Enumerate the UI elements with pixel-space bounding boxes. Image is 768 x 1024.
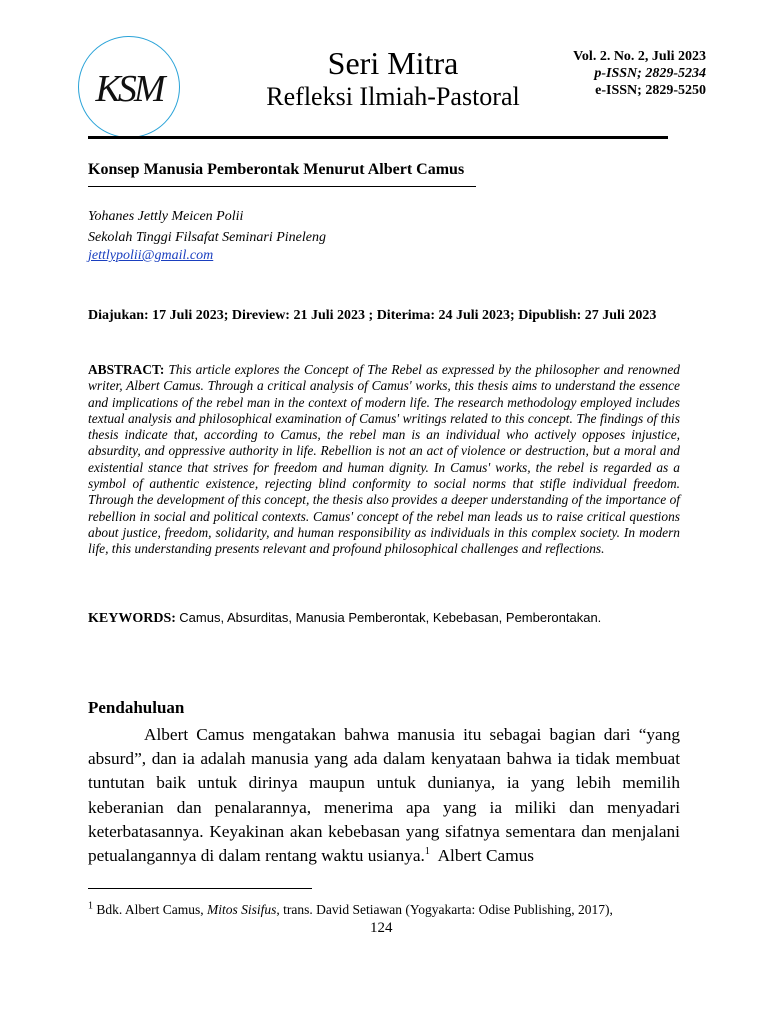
section-heading: Pendahuluan xyxy=(88,698,185,717)
journal-subtitle: Refleksi Ilmiah-Pastoral xyxy=(266,82,520,111)
body-text xyxy=(88,723,680,868)
journal-logo xyxy=(78,36,180,138)
body-paragraph xyxy=(88,723,680,868)
abstract-text: This article explores the Concept of The Rebel as expressed by the philosopher and renowned writer, Albert Camus. Through a critical analysis of Camus' works, this thesis aims to understand the essence and implications of the rebel man in the context of modern life. The research methodology employed includes textual analysis and philosophical examination of Camus' writings related to this concept. The findings of this thesis indicate that, according to Camus, the rebel man is an individual who actively opposes injustice, absurdity, and oppressive authority in life. Rebellion is not an act of violence or destruction, but a moral and existential stance that strives for freedom and human dignity. In Camus' works, the rebel is regarded as a symbol of authentic existence, rejecting blind conformity to social norms that stifle individual freedom. Through the development of this concept, the thesis also provides a deeper understanding of the importance of rebellion in social and political contexts. Camus' concept of the rebel man leads us to raise critical questions about justice, freedom, solidarity, and human responsibility as individuals in this complex society. In modern life, this understanding presents relevant and profound philosophical challenges and reflections. xyxy=(88,362,680,557)
footnote xyxy=(88,902,613,918)
footnote-number: 1 xyxy=(88,900,93,912)
keywords xyxy=(88,610,601,627)
author-email-link[interactable]: jettlypolii@gmail.com xyxy=(88,248,214,263)
title-divider xyxy=(88,186,476,187)
submission-dates: Diajukan: 17 Juli 2023; Direview: 21 Juli 2023 ; Diterima: 24 Juli 2023; Dipublish: 27 Juli 2023 xyxy=(88,308,657,323)
volume-info: Vol. 2. No. 2, Juli 2023 xyxy=(573,49,706,64)
e-issn: e-ISSN; 2829-5250 xyxy=(595,83,706,98)
page-number: 124 xyxy=(370,920,393,936)
footnote-reference[interactable]: 1 xyxy=(424,846,430,858)
footnote-suffix: , trans. David Setiawan (Yogyakarta: Odise Publishing, 2017), xyxy=(276,902,613,917)
keywords-label: KEYWORDS: xyxy=(88,611,176,626)
keywords-list: Camus, Absurditas, Manusia Pemberontak, Kebebasan, Pemberontakan. xyxy=(179,610,602,625)
journal-meta xyxy=(573,48,706,99)
footnote-prefix: Bdk. Albert Camus, xyxy=(96,902,207,917)
paragraph-tail: Albert Camus xyxy=(437,846,535,866)
author-block xyxy=(88,206,326,248)
footnote-book-title: Mitos Sisifus xyxy=(207,902,277,917)
author-name: Yohanes Jettly Meicen Polii xyxy=(88,209,244,224)
abstract-label: ABSTRACT: xyxy=(88,362,165,377)
author-affiliation: Sekolah Tinggi Filsafat Seminari Pineleng xyxy=(88,230,326,245)
p-issn: p-ISSN; 2829-5234 xyxy=(594,66,706,81)
journal-title: Seri Mitra xyxy=(327,45,459,81)
article-title: Konsep Manusia Pemberontak Menurut Albert Camus xyxy=(88,161,465,178)
paragraph-text: Albert Camus mengatakan bahwa manusia itu sebagai bagian dari “yang absurd”, dan ia adalah manusia yang ada dalam kenyataan bahwa ia tidak membuat tuntutan baik untuk dirinya maupun untuk dunianya, ia yang lebih memilih keberanian dan penalarannya, menerima apa yang ia miliki dan menyadari keterbatasannya. Keyakinan akan kebebasan yang sifatnya sementara dan menjalani petualangannya di dalam rentang waktu usianya. xyxy=(88,725,680,866)
footnote-divider xyxy=(88,888,312,889)
logo-monogram: KSM xyxy=(95,68,163,110)
header-divider xyxy=(88,136,668,139)
abstract xyxy=(88,362,680,558)
